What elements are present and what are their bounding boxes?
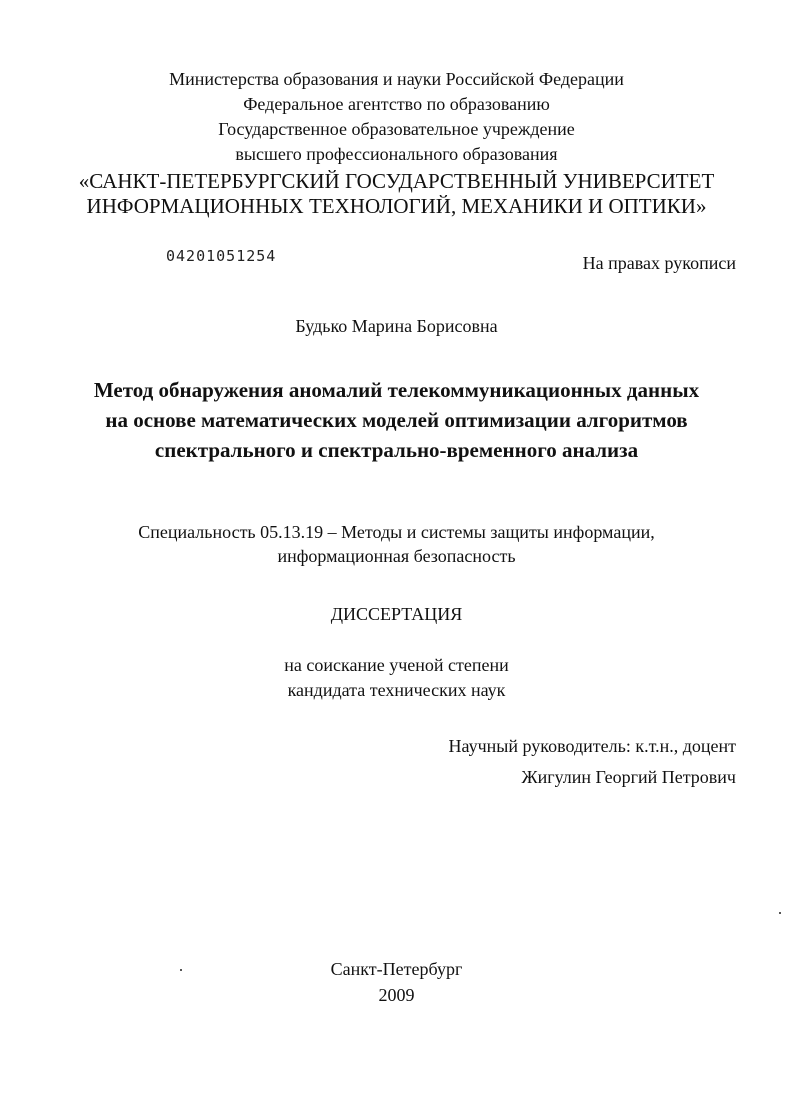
dissertation-title-line-3: спектрального и спектрально-временного анализа [154,438,639,462]
degree-line-1: на соискание ученой степени [284,655,509,675]
agency-line: Федеральное агентство по образованию [243,94,550,114]
manuscript-note: На правах рукописи [582,253,736,273]
university-name-line-1: «САНКТ-ПЕТЕРБУРГСКИЙ ГОСУДАРСТВЕННЫЙ УНИВЕРСИТЕТ [78,169,715,193]
city: Санкт-Петербург [330,959,463,979]
document-type: ДИССЕРТАЦИЯ [330,604,463,624]
author-name: Будько Марина Борисовна [295,316,498,336]
dissertation-title-line-1: Метод обнаружения аномалий телекоммуникационных данных [93,378,700,402]
year: 2009 [378,985,415,1005]
scan-speck [180,969,182,971]
dissertation-title-line-2: на основе математических моделей оптимизации алгоритмов [105,408,688,432]
registry-number-stamp: 04201051254 [166,247,277,265]
institution-type-line: Государственное образовательное учреждение [218,119,575,139]
scan-speck [779,912,781,914]
education-level-line: высшего профессионального образования [235,144,558,164]
university-name-line-2: ИНФОРМАЦИОННЫХ ТЕХНОЛОГИЙ, МЕХАНИКИ И ОПТИКИ» [86,194,707,218]
supervisor-name: Жигулин Георгий Петрович [521,767,736,787]
degree-line-2: кандидата технических наук [287,680,506,700]
specialty-line-2: информационная безопасность [277,546,516,566]
ministry-line: Министерства образования и науки Российской Федерации [169,69,624,89]
specialty-line-1: Специальность 05.13.19 – Методы и системы защиты информации, [138,522,655,542]
supervisor-label: Научный руководитель: к.т.н., доцент [448,736,736,756]
